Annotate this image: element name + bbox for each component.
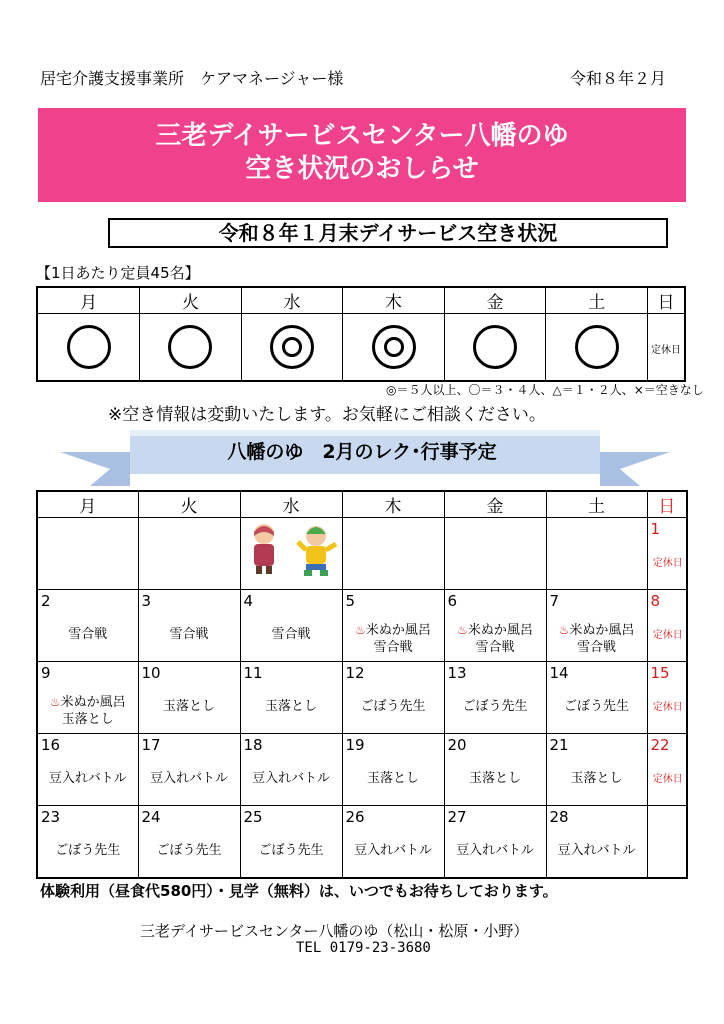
availability-mark-cell bbox=[241, 314, 343, 382]
event-label: 米ぬか風呂 bbox=[60, 695, 126, 710]
calendar-day-cell bbox=[138, 590, 240, 662]
day-number: 22 bbox=[650, 736, 670, 754]
double-circle-mark bbox=[270, 325, 314, 369]
day-number: 12 bbox=[345, 664, 365, 682]
facility-name: 三老デイサービスセンター八幡のゆ（松山・松原・小野） bbox=[140, 922, 529, 940]
events-title: 八幡のゆ 2月のレク･行事予定 bbox=[227, 441, 497, 463]
availability-day-header: 水 bbox=[241, 287, 343, 314]
event-label: 玉落とし bbox=[468, 771, 521, 786]
event-list bbox=[241, 698, 342, 715]
availability-mark-cell bbox=[37, 314, 140, 382]
calendar-day-cell bbox=[342, 734, 444, 806]
calendar-day-cell bbox=[647, 662, 687, 734]
hot-spring-icon: ♨ bbox=[49, 695, 61, 709]
day-number: 21 bbox=[549, 736, 569, 754]
event-item bbox=[343, 698, 444, 715]
event-list bbox=[38, 694, 138, 728]
day-number: 8 bbox=[650, 592, 661, 610]
event-label: ごぼう先生 bbox=[360, 699, 426, 714]
event-list bbox=[343, 622, 444, 656]
event-label: 豆入れバトル bbox=[354, 843, 432, 858]
event-item bbox=[38, 842, 138, 859]
day-number: 16 bbox=[41, 736, 61, 754]
event-label: 豆入れバトル bbox=[252, 771, 330, 786]
event-list bbox=[241, 626, 342, 643]
event-item bbox=[445, 842, 546, 859]
event-label: 豆入れバトル bbox=[456, 843, 534, 858]
event-label: 雪合戦 bbox=[68, 627, 108, 642]
calendar-day-cell bbox=[240, 734, 342, 806]
day-number: 1 bbox=[650, 520, 661, 538]
closed-day-label: 定休日 bbox=[652, 702, 683, 713]
event-list bbox=[445, 770, 546, 787]
event-label: 雪合戦 bbox=[576, 640, 616, 655]
day-number: 10 bbox=[141, 664, 161, 682]
calendar-day-cell bbox=[342, 590, 444, 662]
event-list bbox=[139, 626, 240, 643]
event-item bbox=[343, 842, 444, 859]
availability-day-header: 土 bbox=[546, 287, 648, 314]
day-number: 11 bbox=[243, 664, 263, 682]
availability-legend: ◎＝５人以上、〇＝３・４人、△＝１・２人、×＝空きなし bbox=[386, 383, 704, 397]
event-item bbox=[38, 626, 138, 643]
event-label: 玉落とし bbox=[264, 699, 317, 714]
availability-mark-cell bbox=[140, 314, 242, 382]
calendar-day-header: 水 bbox=[240, 491, 342, 518]
calendar-day-cell bbox=[37, 662, 138, 734]
availability-mark-cell bbox=[546, 314, 648, 382]
event-item bbox=[38, 770, 138, 787]
day-number: 9 bbox=[41, 664, 51, 682]
hot-spring-icon: ♨ bbox=[355, 623, 366, 637]
day-number: 4 bbox=[243, 592, 254, 610]
event-label: 米ぬか風呂 bbox=[467, 623, 533, 638]
event-label: ごぼう先生 bbox=[258, 843, 324, 858]
event-list bbox=[547, 622, 647, 656]
day-number: 23 bbox=[41, 808, 61, 826]
calendar-day-header: 月 bbox=[37, 491, 138, 518]
event-item bbox=[547, 842, 647, 859]
calendar-day-header: 木 bbox=[342, 491, 444, 518]
day-number: 26 bbox=[345, 808, 365, 826]
double-circle-mark bbox=[372, 325, 416, 369]
event-item bbox=[343, 639, 444, 656]
calendar-day-header: 火 bbox=[138, 491, 240, 518]
day-number: 15 bbox=[650, 664, 670, 682]
calendar-day-cell bbox=[342, 662, 444, 734]
availability-table bbox=[36, 286, 686, 382]
day-number: 20 bbox=[447, 736, 467, 754]
event-label: ごぼう先生 bbox=[55, 843, 121, 858]
recipient-line: 居宅介護支援事業所 ケアマネージャー様 bbox=[40, 69, 344, 88]
banner-subtitle: 空き状況のおしらせ bbox=[245, 154, 479, 184]
calendar-day-cell bbox=[546, 734, 647, 806]
event-list bbox=[445, 698, 546, 715]
capacity-label: 【1日あたり定員45名】 bbox=[36, 264, 200, 282]
day-number: 18 bbox=[243, 736, 263, 754]
event-label: ごぼう先生 bbox=[156, 843, 222, 858]
event-list bbox=[38, 626, 138, 643]
availability-mark-cell bbox=[444, 314, 546, 382]
calendar-day-cell bbox=[647, 734, 687, 806]
circle-mark bbox=[168, 325, 212, 369]
event-list bbox=[343, 770, 444, 787]
calendar-day-cell bbox=[546, 662, 647, 734]
closed-day-label: 定休日 bbox=[652, 630, 683, 641]
event-list bbox=[139, 842, 240, 859]
calendar-day-cell bbox=[240, 806, 342, 879]
event-list bbox=[38, 770, 138, 787]
calendar-day-cell bbox=[37, 590, 138, 662]
event-list bbox=[241, 770, 342, 787]
calendar-day-cell bbox=[546, 590, 647, 662]
trial-note: 体験利用（昼食代580円）・見学（無料）は、いつでもお待ちしております。 bbox=[40, 882, 558, 900]
event-list bbox=[547, 698, 647, 715]
event-list bbox=[343, 698, 444, 715]
calendar-day-cell bbox=[138, 734, 240, 806]
calendar-day-cell bbox=[138, 806, 240, 879]
calendar-day-cell bbox=[138, 518, 240, 590]
event-item bbox=[445, 622, 546, 639]
calendar-day-cell bbox=[444, 518, 546, 590]
event-item bbox=[547, 698, 647, 715]
calendar-day-cell bbox=[444, 734, 546, 806]
day-number: 13 bbox=[447, 664, 467, 682]
event-label: 豆入れバトル bbox=[150, 771, 228, 786]
facility-phone: TEL 0179-23-3680 bbox=[296, 940, 431, 956]
event-label: 雪合戦 bbox=[373, 640, 413, 655]
title-banner bbox=[38, 108, 686, 202]
calendar-day-cell bbox=[37, 734, 138, 806]
event-list bbox=[445, 622, 546, 656]
event-item bbox=[445, 639, 546, 656]
day-number: 19 bbox=[345, 736, 365, 754]
availability-notice: ※空き情報は変動いたします。お気軽にご相談ください。 bbox=[108, 405, 546, 425]
calendar-day-cell bbox=[342, 806, 444, 879]
hot-spring-icon: ♨ bbox=[457, 623, 468, 637]
day-number: 6 bbox=[447, 592, 458, 610]
calendar-day-cell bbox=[647, 590, 687, 662]
event-label: 玉落とし bbox=[162, 699, 215, 714]
availability-day-header: 火 bbox=[140, 287, 242, 314]
event-item bbox=[38, 711, 138, 728]
event-label: 雪合戦 bbox=[475, 640, 515, 655]
calendar-day-header: 金 bbox=[444, 491, 546, 518]
closed-day-label: 定休日 bbox=[652, 558, 683, 569]
availability-heading: 令和８年１月末デイサービス空き状況 bbox=[108, 218, 668, 248]
event-item bbox=[38, 694, 138, 711]
circle-mark bbox=[575, 325, 619, 369]
event-label: 雪合戦 bbox=[169, 627, 209, 642]
event-list bbox=[139, 770, 240, 787]
child-snow-illustration bbox=[246, 520, 282, 576]
event-label: ごぼう先生 bbox=[563, 699, 629, 714]
calendar-day-header: 日 bbox=[647, 491, 687, 518]
day-number: 28 bbox=[549, 808, 569, 826]
calendar-day-cell bbox=[342, 518, 444, 590]
event-label: 雪合戦 bbox=[271, 627, 311, 642]
event-list bbox=[139, 698, 240, 715]
event-list bbox=[38, 842, 138, 859]
event-item bbox=[547, 622, 647, 639]
calendar-day-cell bbox=[37, 806, 138, 879]
event-item bbox=[139, 626, 240, 643]
availability-day-header: 木 bbox=[343, 287, 445, 314]
availability-mark-cell bbox=[343, 314, 445, 382]
event-item bbox=[547, 639, 647, 656]
closed-day-label: 定休日 bbox=[652, 774, 683, 785]
availability-day-header: 月 bbox=[37, 287, 140, 314]
day-number: 3 bbox=[141, 592, 152, 610]
calendar-day-cell bbox=[647, 806, 687, 879]
event-item bbox=[241, 842, 342, 859]
event-item bbox=[343, 770, 444, 787]
event-item bbox=[139, 842, 240, 859]
event-label: 米ぬか風呂 bbox=[365, 623, 431, 638]
event-item bbox=[547, 770, 647, 787]
day-number: 25 bbox=[243, 808, 263, 826]
circle-mark bbox=[67, 325, 111, 369]
banner-title: 三老デイサービスセンター八幡のゆ bbox=[155, 121, 569, 151]
event-label: 豆入れバトル bbox=[48, 771, 127, 786]
event-item bbox=[241, 770, 342, 787]
event-list bbox=[241, 842, 342, 859]
events-calendar bbox=[36, 490, 688, 879]
event-list bbox=[547, 842, 647, 859]
calendar-day-cell bbox=[240, 590, 342, 662]
calendar-day-header: 土 bbox=[546, 491, 647, 518]
event-item bbox=[445, 698, 546, 715]
child-play-illustration bbox=[296, 522, 338, 578]
availability-mark-cell bbox=[648, 314, 686, 382]
hot-spring-icon: ♨ bbox=[558, 623, 570, 637]
event-label: 玉落とし bbox=[570, 771, 623, 786]
event-list bbox=[343, 842, 444, 859]
calendar-day-cell bbox=[138, 662, 240, 734]
closed-day-label: 定休日 bbox=[651, 344, 681, 356]
event-item bbox=[343, 622, 444, 639]
event-item bbox=[241, 698, 342, 715]
day-number: 7 bbox=[549, 592, 560, 610]
day-number: 14 bbox=[549, 664, 569, 682]
calendar-day-cell bbox=[240, 662, 342, 734]
calendar-day-cell bbox=[444, 662, 546, 734]
day-number: 2 bbox=[41, 592, 51, 610]
date-line: 令和８年２月 bbox=[570, 69, 667, 88]
availability-day-header: 日 bbox=[648, 287, 686, 314]
circle-mark bbox=[473, 325, 517, 369]
calendar-day-cell bbox=[647, 518, 687, 590]
calendar-day-cell bbox=[546, 806, 647, 879]
calendar-day-cell bbox=[444, 806, 546, 879]
event-list bbox=[547, 770, 647, 787]
event-label: 豆入れバトル bbox=[557, 843, 636, 858]
calendar-day-cell bbox=[37, 518, 138, 590]
calendar-day-cell bbox=[546, 518, 647, 590]
event-item bbox=[139, 698, 240, 715]
day-number: 5 bbox=[345, 592, 356, 610]
event-label: ごぼう先生 bbox=[462, 699, 528, 714]
event-item bbox=[139, 770, 240, 787]
event-label: 米ぬか風呂 bbox=[569, 623, 635, 638]
event-label: 玉落とし bbox=[366, 771, 419, 786]
day-number: 17 bbox=[141, 736, 161, 754]
event-list bbox=[445, 842, 546, 859]
event-label: 玉落とし bbox=[61, 712, 114, 727]
event-item bbox=[445, 770, 546, 787]
day-number: 24 bbox=[141, 808, 161, 826]
availability-day-header: 金 bbox=[444, 287, 546, 314]
day-number: 27 bbox=[447, 808, 467, 826]
calendar-day-cell bbox=[444, 590, 546, 662]
event-item bbox=[241, 626, 342, 643]
